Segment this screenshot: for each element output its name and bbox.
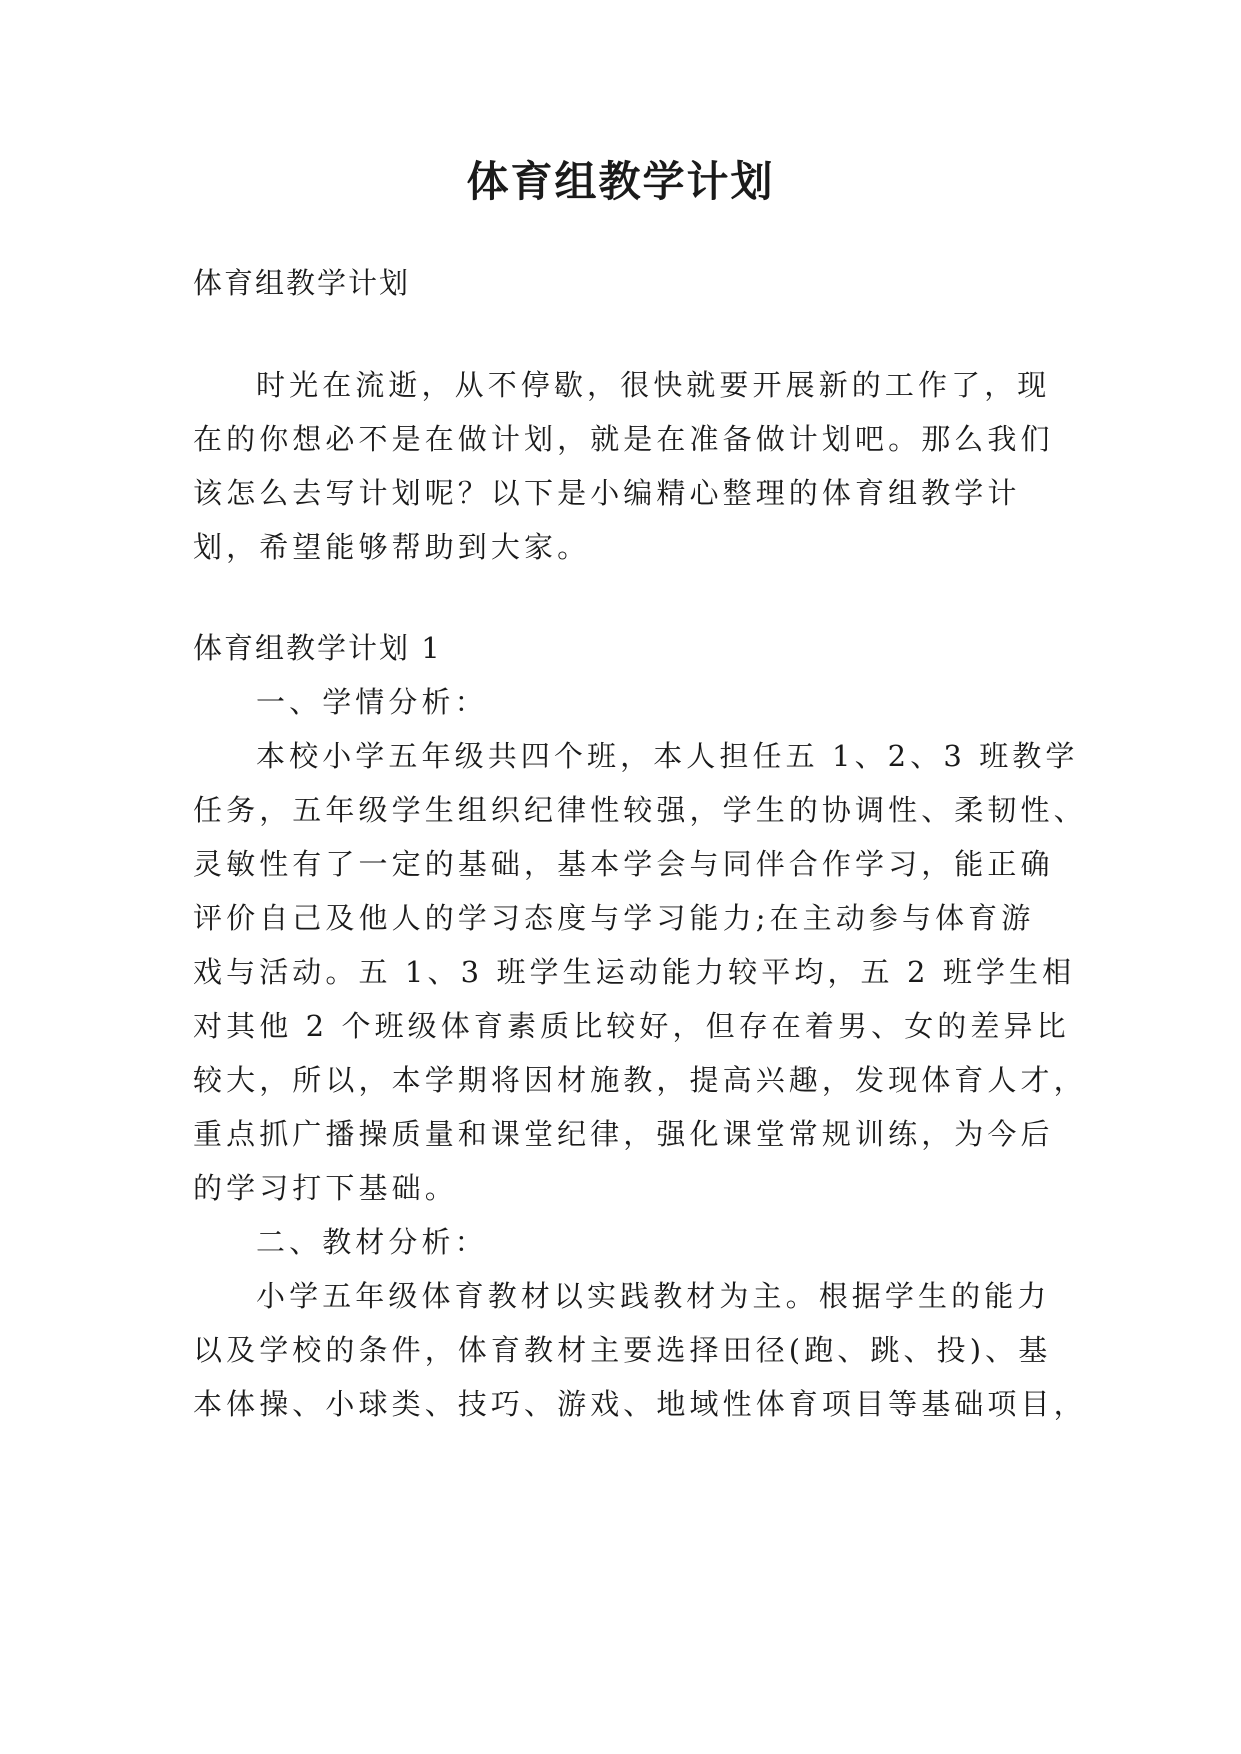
- part1-line: 的学习打下基础。: [193, 1171, 458, 1205]
- intro-line: 在的你想必不是在做计划，就是在准备做计划吧。那么我们: [193, 422, 1054, 456]
- part1-line: 较大，所以，本学期将因材施教，提高兴趣，发现体育人才，: [193, 1063, 1087, 1097]
- part1-line: 本校小学五年级共四个班，本人担任五 1、2、3 班教学: [256, 739, 1079, 773]
- section-heading: 体育组教学计划 1: [193, 631, 442, 665]
- part1-line: 任务，五年级学生组织纪律性较强，学生的协调性、柔韧性、: [193, 793, 1087, 827]
- part2-line: 本体操、小球类、技巧、游戏、地域性体育项目等基础项目，: [193, 1387, 1087, 1421]
- part2-line: 以及学校的条件，体育教材主要选择田径(跑、跳、投)、基: [193, 1333, 1052, 1367]
- part1-line: 戏与活动。五 1、3 班学生运动能力较平均，五 2 班学生相: [193, 955, 1076, 989]
- intro-line: 划，希望能够帮助到大家。: [193, 530, 591, 564]
- document-subtitle: 体育组教学计划: [193, 266, 411, 300]
- intro-line: 时光在流逝，从不停歇，很快就要开展新的工作了，现: [256, 368, 1051, 402]
- part2-heading: 二、教材分析：: [256, 1225, 488, 1259]
- document-title: 体育组教学计划: [466, 157, 775, 206]
- intro-line: 该怎么去写计划呢？以下是小编精心整理的体育组教学计: [193, 476, 1021, 510]
- part1-line: 重点抓广播操质量和课堂纪律，强化课堂常规训练，为今后: [193, 1117, 1054, 1151]
- part1-heading: 一、学情分析：: [256, 685, 488, 719]
- part2-line: 小学五年级体育教材以实践教材为主。根据学生的能力: [256, 1279, 1051, 1313]
- part1-line: 灵敏性有了一定的基础，基本学会与同伴合作学习，能正确: [193, 847, 1054, 881]
- part1-line: 对其他 2 个班级体育素质比较好，但存在着男、女的差异比: [193, 1009, 1070, 1043]
- part1-line: 评价自己及他人的学习态度与学习能力;在主动参与体育游: [193, 901, 1035, 935]
